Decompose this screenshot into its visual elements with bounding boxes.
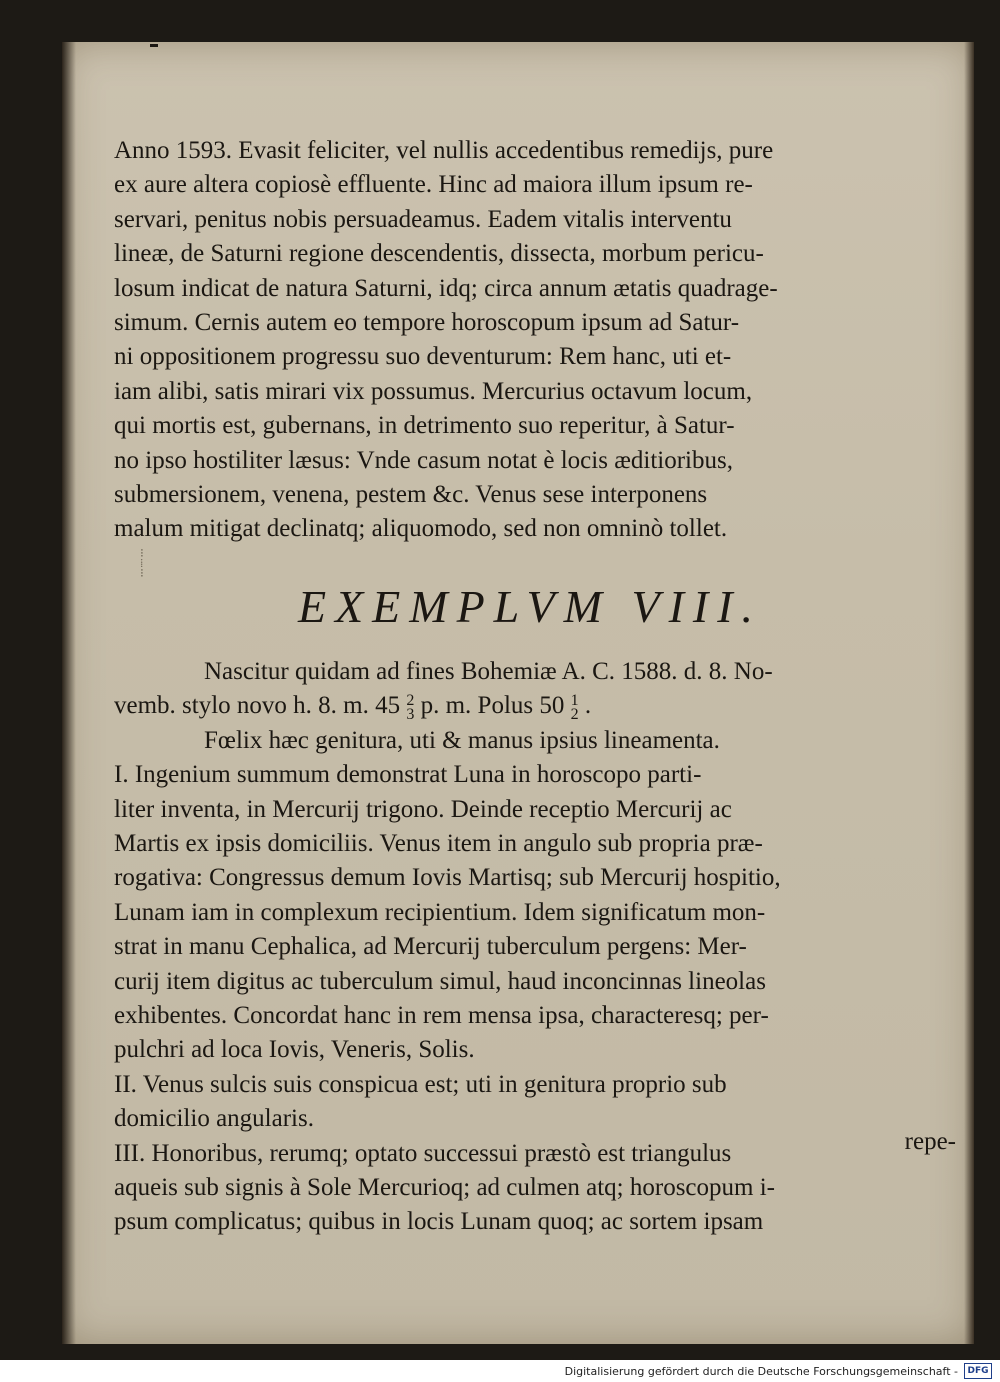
page-gutter-shadow (62, 42, 76, 1344)
text-line (114, 689, 956, 723)
text-span: vemb. stylo novo h. 8. m. 45 (114, 692, 401, 720)
fraction (570, 691, 579, 723)
text-line: strat in manu Cephalica, ad Mercurij tuberculum pergens: Mer- (114, 933, 747, 961)
ink-mark (150, 44, 158, 47)
margin-smudge: ⁝ ⁞ ⁝ (140, 546, 145, 580)
fraction-denominator: 3 (406, 705, 415, 723)
text-line: aqueis sub signis à Sole Mercurioq; ad culmen atq; horoscopum i- (114, 1173, 775, 1201)
text-line: Fœlix hæc genitura, uti & manus ipsius lineamenta. (204, 726, 720, 754)
intro-paragraph (114, 655, 956, 758)
page-text (114, 134, 956, 1240)
page-edge-shadow (964, 42, 974, 1344)
footer-credit: Digitalisierung gefördert durch die Deutsche Forschungsgemeinschaft - (564, 1364, 958, 1378)
text-line: domicilio angularis. (114, 1105, 314, 1133)
text-line: losum indicat de natura Saturni, idq; circa annum ætatis quadrage- (114, 274, 778, 302)
paragraph-before-heading (114, 134, 956, 547)
text-line: Nascitur quidam ad fines Bohemiæ A. C. 1588. d. 8. No- (204, 657, 773, 685)
text-line: psum complicatus; quibus in locis Lunam quoq; ac sortem ipsam (114, 1208, 764, 1236)
text-line: simum. Cernis autem eo tempore horoscopum ipsum ad Satur- (114, 309, 740, 337)
text-line: lineæ, de Saturni regione descendentis, dissecta, morbum pericu- (114, 240, 764, 268)
text-line: Lunam iam in complexum recipientium. Idem significatum mon- (114, 898, 766, 926)
text-span: p. m. Polus 50 (420, 692, 565, 720)
text-line: I. Ingenium summum demonstrat Luna in horoscopo parti- (114, 761, 702, 789)
text-line: qui mortis est, gubernans, in detrimento suo reperitur, à Satur- (114, 412, 735, 440)
fraction-numerator: 1 (570, 691, 579, 709)
section-heading: EXEMPLVM VIII. (297, 580, 763, 632)
catchword: repe- (904, 1128, 956, 1155)
text-line: III. Honoribus, rerumq; optato successui præstò est triangulus (114, 1139, 732, 1167)
digitization-footer (0, 1360, 1000, 1382)
text-line: pulchri ad loca Iovis, Veneris, Solis. (114, 1036, 475, 1064)
text-line: exhibentes. Concordat hanc in rem mensa ipsa, characteresq; per- (114, 1001, 769, 1029)
fraction-numerator: 2 (406, 691, 415, 709)
text-line: ex aure altera copiosè effluente. Hinc ad maiora illum ipsum re- (114, 171, 753, 199)
text-line: curij item digitus ac tuberculum simul, haud inconcinnas lineolas (114, 967, 766, 995)
paragraph-after-heading (114, 758, 956, 1240)
text-line: ni oppositionem progressu suo deventurum: Rem hanc, uti et- (114, 343, 732, 371)
fraction-denominator: 2 (570, 705, 579, 723)
text-line: liter inventa, in Mercurij trigono. Deinde receptio Mercurij ac (114, 795, 732, 823)
text-span: . (584, 692, 592, 720)
text-line: malum mitigat declinatq; aliquomodo, sed non omninò tollet. (114, 515, 728, 543)
text-line: iam alibi, satis mirari vix possumus. Mercurius octavum locum, (114, 377, 753, 405)
text-line: Anno 1593. Evasit feliciter, vel nullis accedentibus remedijs, pure (114, 137, 774, 164)
text-line: II. Venus sulcis suis conspicua est; uti in genitura proprio sub (114, 1070, 727, 1098)
text-line: rogativa: Congressus demum Iovis Martisq; sub Mercurij hospitio, (114, 864, 781, 892)
text-line: Martis ex ipsis domiciliis. Venus item in angulo sub propria præ- (114, 829, 763, 857)
text-line: submersionem, venena, pestem &c. Venus sese interponens (114, 481, 708, 509)
text-line: servari, penitus nobis persuadeamus. Eadem vitalis interventu (114, 205, 732, 233)
dfg-logo-icon: DFG (964, 1363, 992, 1379)
fraction (406, 691, 415, 723)
text-line: no ipso hostiliter læsus: Vnde casum notat è locis æditioribus, (114, 446, 733, 474)
